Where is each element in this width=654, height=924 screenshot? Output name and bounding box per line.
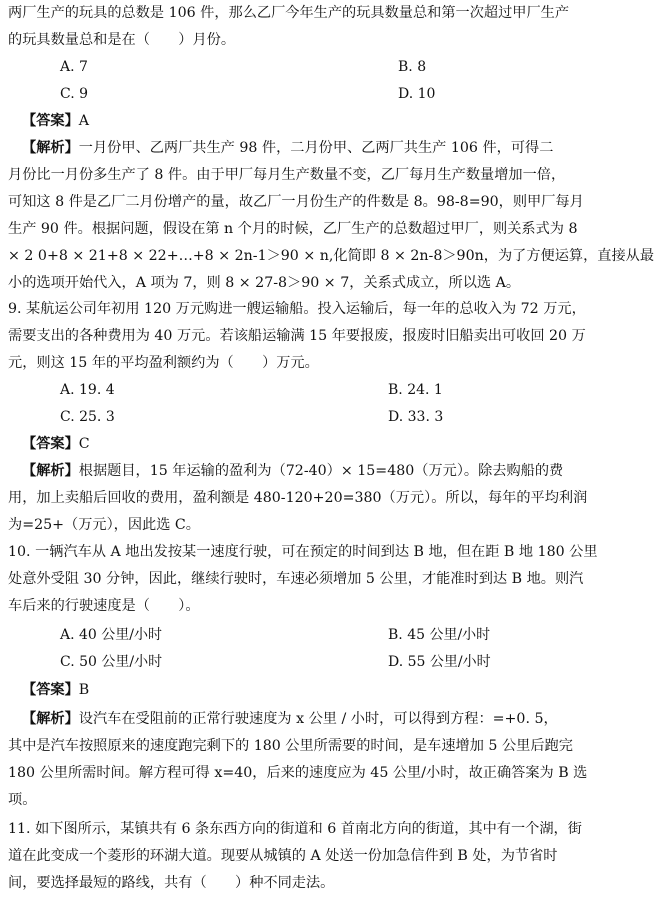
q9-option-b: B. 24. 1: [388, 382, 443, 398]
question-10-line-2: 处意外受阻 30 分钟，因此，继续行驶时，车速必须增加 5 公里，才能准时到达 B 地。则汽: [8, 571, 584, 587]
q10-option-a: A. 40 公里/小时: [60, 627, 162, 643]
analysis-text: 根据题目，15 年运输的盈利为（72-40）× 15=480（万元）。除去购船的费: [78, 463, 564, 479]
analysis-tag: 【解析】: [22, 711, 79, 727]
q8-analysis-line-1: [22, 139, 570, 157]
question-8-text-line-1: 两厂生产的玩具的总数是 106 件，那么乙厂今年生产的玩具数量总和第一次超过甲厂生产: [8, 5, 570, 21]
analysis-tag: 【解析】: [22, 140, 79, 156]
q8-analysis-line-2: 月份比一月份多生产了 8 件。由于甲厂每月生产数量不变，乙厂每月生产数量增加一倍，: [8, 167, 566, 183]
q8-analysis-line-3: 可知这 8 件是乙厂二月份增产的量，故乙厂一月份生产的件数是 8。98-8=90，则甲厂每月: [8, 194, 584, 210]
question-9-line-3: 元，则这 15 年的平均盈利额约为（ ）万元。: [8, 355, 319, 371]
q10-analysis-line-3: 180 公里所需时间。解方程可得 x=40，后来的速度应为 45 公里/小时，故正确答案为 B 选: [8, 765, 588, 781]
q8-analysis-line-5: × 2 0+8 × 21+8 × 22+…+8 × 2n-1＞90 × n,化简即 8 × 2n-8＞90n，为了方便运算，直接从最: [8, 248, 654, 264]
q10-analysis-line-2: 其中是汽车按照原来的速度跑完剩下的 180 公里所需要的时间，是车速增加 5 公里后跑完: [8, 738, 573, 754]
answer-tag: 【答案】: [22, 682, 79, 698]
answer-value: C: [78, 436, 90, 452]
analysis-tag: 【解析】: [22, 463, 79, 479]
q9-option-d: D. 33. 3: [388, 409, 444, 425]
q9-analysis-line-3: 为=25+（万元），因此选 C。: [8, 517, 200, 533]
q10-option-d: D. 55 公里/小时: [388, 654, 491, 670]
q10-option-b: B. 45 公里/小时: [388, 627, 491, 643]
q9-option-a: A. 19. 4: [60, 382, 115, 398]
question-9-line-2: 需要支出的各种费用为 40 万元。若该船运输满 15 年要报废，报废时旧船卖出可收回 20 万: [8, 328, 586, 344]
answer-value: B: [78, 682, 90, 698]
question-8-text-line-2: 的玩具数量总和是在（ ）月份。: [8, 32, 236, 48]
question-9-line-1: 9. 某航运公司年初用 120 万元购进一艘运输船。投入运输后，每一年的总收入为 72 万元，: [8, 301, 586, 317]
q9-option-c: C. 25. 3: [60, 409, 115, 425]
question-11-line-1: 11. 如下图所示，某镇共有 6 条东西方向的街道和 6 首南北方向的街道，其中有一个湖，街: [8, 821, 582, 837]
question-11-line-3: 间，要选择最短的路线，共有（ ）种不同走法。: [8, 875, 335, 891]
q8-analysis-line-6: 小的选项开始代入，A 项为 7，则 8 × 27-8＞90 × 7，关系式成立，所以选 A。: [8, 275, 521, 291]
answer-value: A: [78, 113, 90, 129]
q9-analysis-line-2: 用，加上卖船后回收的费用，盈利额是 480-120+20=380（万元）。所以，每年的平均利润: [8, 490, 588, 506]
analysis-text: 设汽车在受阻前的正常行驶速度为 x 公里 / 小时，可以得到方程：=+0. 5，: [78, 711, 558, 727]
q10-analysis-line-4: 项。: [8, 792, 37, 808]
q10-option-c: C. 50 公里/小时: [60, 654, 163, 670]
q10-answer: [22, 681, 570, 699]
q10-analysis-line-1: [22, 710, 570, 728]
q9-analysis-line-1: [22, 462, 570, 480]
q9-answer: [22, 435, 570, 453]
q8-analysis-line-4: 生产 90 件。根据问题，假设在第 n 个月的时候，乙厂生产的总数超过甲厂，则关系式为 8: [8, 221, 578, 237]
question-10-line-1: 10. 一辆汽车从 A 地出发按某一速度行驶，可在预定的时间到达 B 地，但在距 B 地 180 公里: [8, 544, 598, 560]
analysis-text: 一月份甲、乙两厂共生产 98 件，二月份甲、乙两厂共生产 106 件，可得二: [78, 140, 554, 156]
q8-answer: [22, 112, 570, 130]
answer-tag: 【答案】: [22, 436, 79, 452]
question-10-line-3: 车后来的行驶速度是（ ）。: [8, 598, 200, 614]
question-11-line-2: 道在此变成一个菱形的环湖大道。现要从城镇的 A 处送一份加急信件到 B 处，为节省时: [8, 848, 558, 864]
q8-option-c: C. 9: [60, 86, 89, 102]
answer-tag: 【答案】: [22, 113, 79, 129]
q8-option-b: B. 8: [398, 59, 427, 75]
q8-option-d: D. 10: [398, 86, 436, 102]
q8-option-a: A. 7: [60, 59, 88, 75]
